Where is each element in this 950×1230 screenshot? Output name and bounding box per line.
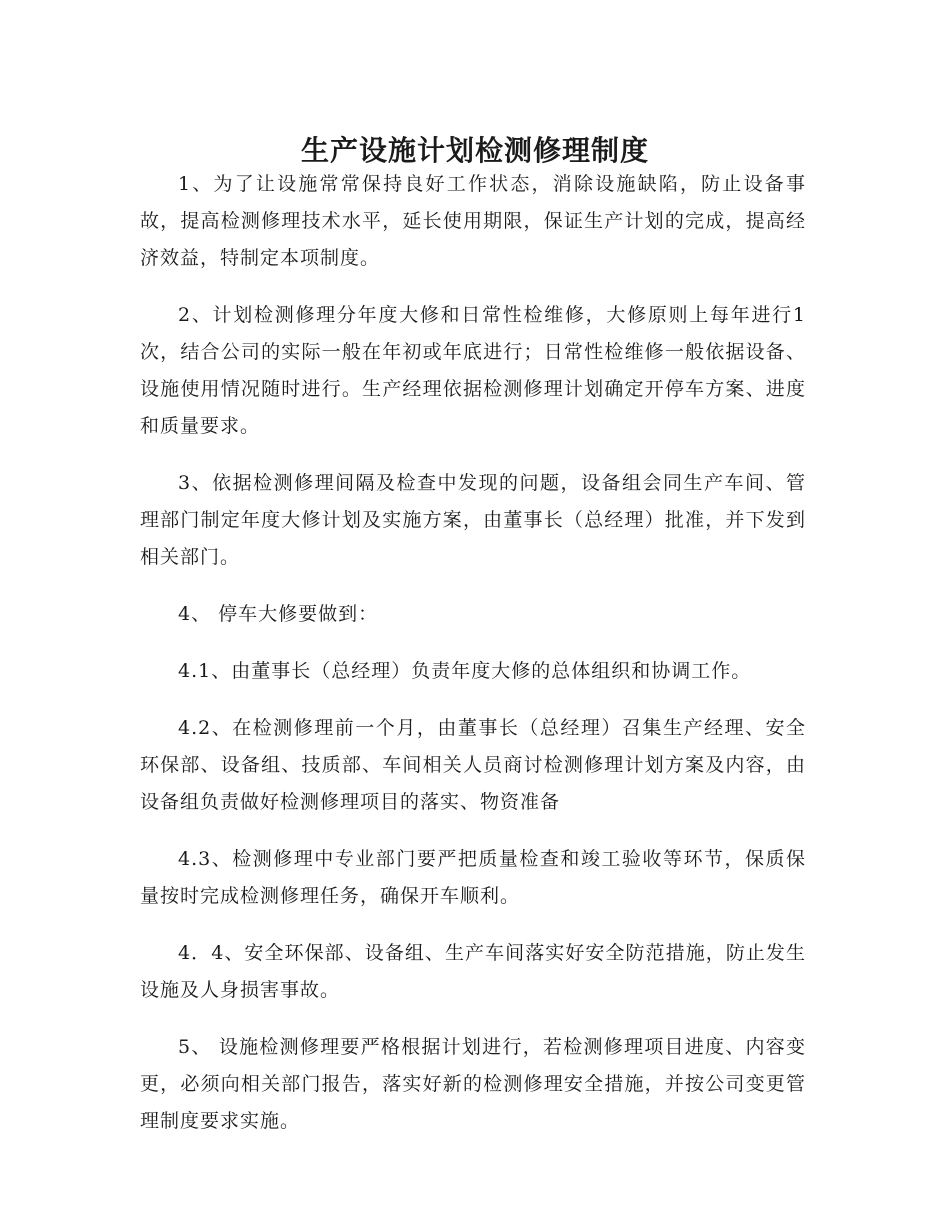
paragraph-4-3: 4.3、检测修理中专业部门要严把质量检查和竣工验收等环节，保质保量按时完成检测修理任务，确保开车顺利。 [140,848,806,907]
paragraph-3: 3、依据检测修理间隔及检查中发现的问题，设备组会同生产车间、管理部门制定年度大修计划及实施方案，由董事长（总经理）批准，并下发到相关部门。 [140,472,806,568]
paragraph-4-1: 4.1、由董事长（总经理）负责年度大修的总体组织和协调工作。 [178,660,752,682]
document-body [140,166,806,1160]
paragraph-2: 2、计划检测修理分年度大修和日常性检维修，大修原则上每年进行1次，结合公司的实际一般在年初或年底进行；日常性检维修一般依据设备、设施使用情况随时进行。生产经理依据检测修理计划确定开停车方案、进度和质量要求。 [140,304,806,437]
paragraph-1: 1、为了让设施常常保持良好工作状态，消除设施缺陷，防止设备事故，提高检测修理技术水平，延长使用期限，保证生产计划的完成，提高经济效益，特制定本项制度。 [140,173,806,269]
page-title: 生产设施计划检测修理制度 [300,133,649,167]
paragraph-4-2: 4.2、在检测修理前一个月，由董事长（总经理）召集生产经理、安全环保部、设备组、技质部、车间相关人员商讨检测修理计划方案及内容，由设备组负责做好检测修理项目的落实、物资准备 [140,717,806,813]
paragraph-5: 5、 设施检测修理要严格根据计划进行，若检测修理项目进度、内容变更，必须向相关部门报告，落实好新的检测修理安全措施，并按公司变更管理制度要求实施。 [140,1036,806,1132]
paragraph-4-4: 4．4、安全环保部、设备组、生产车间落实好安全防范措施，防止发生设施及人身损害事故。 [140,942,806,1001]
paragraph-4: 4、 停车大修要做到： [178,603,379,625]
